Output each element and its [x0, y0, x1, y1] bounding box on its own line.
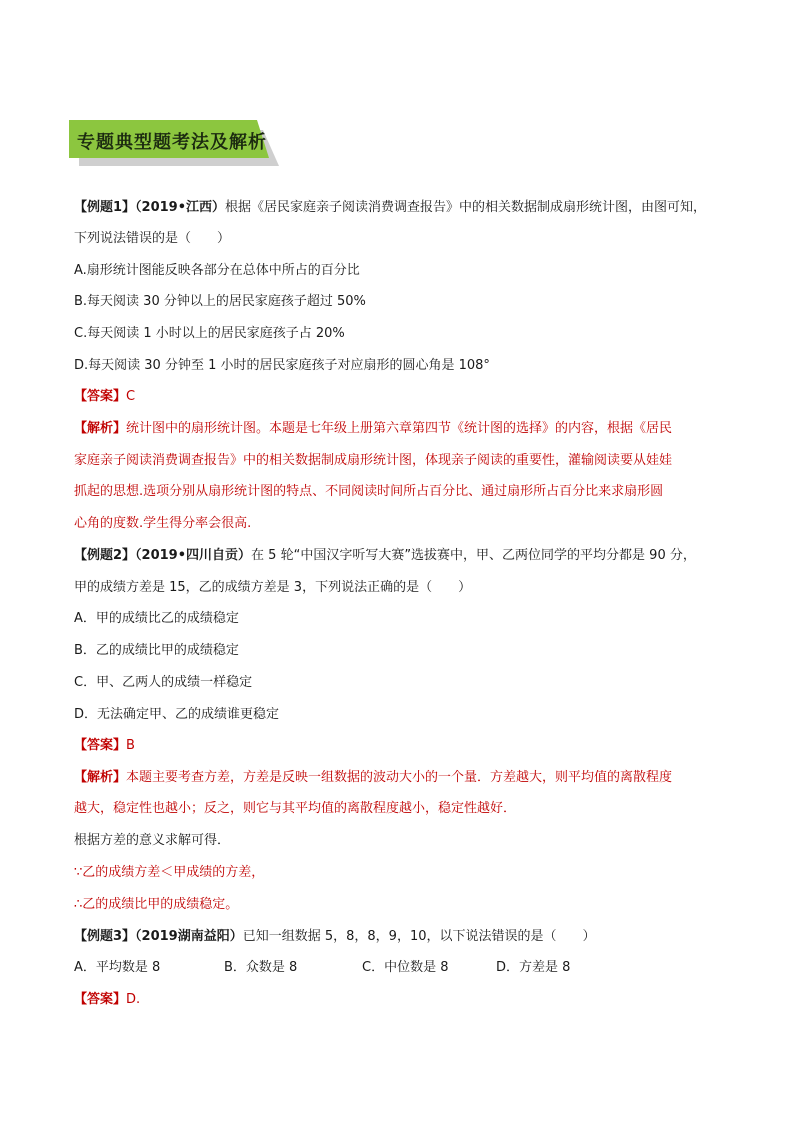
section-banner [69, 120, 269, 166]
example1-option-b: B.每天阅读 30 分钟以上的居民家庭孩子超过 50% [74, 294, 366, 309]
example2-analysis-label: 【解析】 [74, 770, 127, 785]
example3-source: （2019湖南益阳） [135, 929, 243, 944]
example1-stem-line2: 下列说法错误的是（ ） [74, 231, 231, 246]
example2-option-a: A．甲的成绩比乙的成绩稳定 [74, 611, 239, 626]
example3-option-a: A．平均数是 8 [74, 960, 161, 975]
example1-option-d: D.每天阅读 30 分钟至 1 小时的居民家庭孩子对应扇形的圆心角是 108° [74, 358, 490, 373]
example1-stem-line1 [74, 198, 706, 218]
example2-analysis-line2: 越大，稳定性也越小；反之，则它与其平均值的离散程度越小，稳定性越好． [74, 801, 517, 816]
example1-label: 【例题1】 [74, 200, 136, 215]
example3-answer [74, 990, 140, 1010]
example2-option-d: D．无法确定甲、乙的成绩谁更稳定 [74, 707, 280, 722]
section-title: 专题典型题考法及解析 [77, 132, 267, 153]
example2-option-c: C．甲、乙两人的成绩一样稳定 [74, 675, 253, 690]
example3-label: 【例题3】 [74, 929, 136, 944]
example1-stem-text: 根据《居民家庭亲子阅读消费调查报告》中的相关数据制成扇形统计图，由图可知， [225, 200, 707, 215]
example2-analysis-line5: ∴乙的成绩比甲的成绩稳定。 [74, 897, 239, 912]
example2-stem-text: 在 5 轮“中国汉字听写大赛”选拔赛中，甲、乙两位同学的平均分都是 90 分， [251, 548, 696, 563]
example3-answer-label: 【答案】 [74, 992, 127, 1007]
example1-answer [74, 387, 135, 407]
example2-analysis-line1 [74, 768, 672, 788]
example2-source: （2019•四川自贡） [135, 548, 252, 563]
example2-label: 【例题2】 [74, 548, 136, 563]
example1-analysis-label: 【解析】 [74, 421, 127, 436]
example3-stem-text: 已知一组数据 5，8，8，9，10，以下说法错误的是（ ） [242, 929, 596, 944]
example2-answer-label: 【答案】 [74, 738, 127, 753]
example2-answer-value: B [126, 738, 135, 753]
example1-analysis-line3: 抓起的思想.选项分别从扇形统计图的特点、不同阅读时间所占百分比、通过扇形所占百分比来求扇形圆 [74, 484, 664, 499]
example1-answer-value: C [126, 389, 136, 404]
example1-option-a: A.扇形统计图能反映各部分在总体中所占的百分比 [74, 263, 360, 278]
example3-option-d: D．方差是 8 [496, 960, 571, 975]
example1-answer-label: 【答案】 [74, 389, 127, 404]
example1-analysis-line4: 心角的度数.学生得分率会很高. [74, 516, 252, 531]
example3-stem [74, 927, 596, 947]
example1-option-c: C.每天阅读 1 小时以上的居民家庭孩子占 20% [74, 326, 345, 341]
example2-analysis-line4: ∵乙的成绩方差＜甲成绩的方差， [74, 865, 265, 880]
example2-stem-line2: 甲的成绩方差是 15，乙的成绩方差是 3，下列说法正确的是（ ） [74, 580, 472, 595]
example2-option-b: B．乙的成绩比甲的成绩稳定 [74, 643, 239, 658]
example3-option-b: B．众数是 8 [224, 960, 298, 975]
example3-answer-value: D. [126, 992, 141, 1007]
example2-answer [74, 736, 135, 756]
example2-analysis-line3: 根据方差的意义求解可得． [74, 833, 231, 848]
example2-stem-line1 [74, 546, 696, 566]
example1-source: （2019•江西） [135, 200, 226, 215]
example1-analysis-line2: 家庭亲子阅读消费调查报告》中的相关数据制成扇形统计图，体现亲子阅读的重要性，灌输阅读要从娃娃 [74, 453, 673, 468]
example2-analysis-text: 本题主要考查方差，方差是反映一组数据的波动大小的一个量．方差越大，则平均值的离散程度 [126, 770, 673, 785]
example3-option-c: C．中位数是 8 [362, 960, 449, 975]
example1-analysis-text: 统计图中的扇形统计图。本题是七年级上册第六章第四节《统计图的选择》的内容，根据《居民 [126, 421, 673, 436]
example1-analysis-line1 [74, 419, 672, 439]
